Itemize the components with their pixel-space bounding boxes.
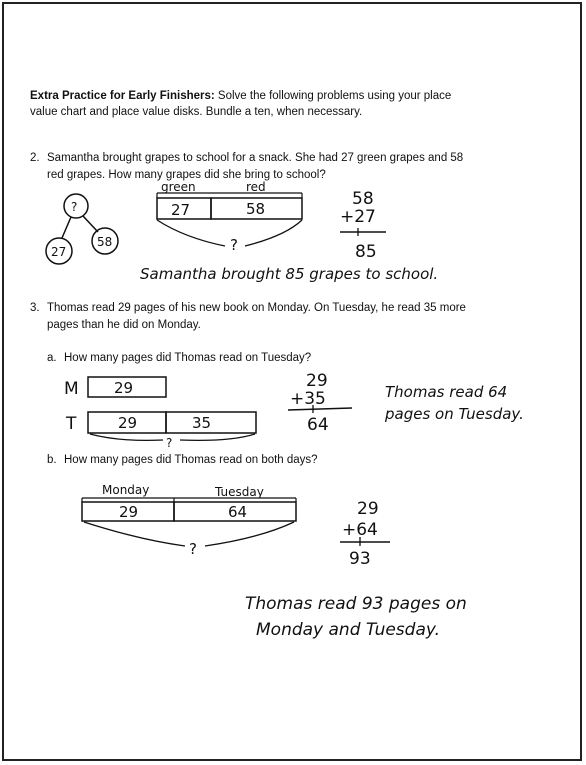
part-a-answer-line-2: pages on Tuesday. [385,405,524,423]
algorithm-3b [340,499,390,569]
tape-3a-total: ? [166,436,173,450]
tape-label-tuesday: Tuesday [215,485,264,499]
bond-whole: ? [71,200,78,214]
tape-3b-total: ? [189,540,197,558]
problem-3-number: 3. [30,302,40,314]
intro-line-2: value chart and place value disks. Bundle a ten, when necessary. [30,106,363,118]
tape-t-value-2: 35 [192,414,212,432]
part-a-letter: a. [47,352,57,364]
tape-label-green: green [161,180,196,194]
tape-value-58: 58 [246,200,266,218]
intro-text: Solve the following problems using your place [214,90,452,102]
part-a-question: How many pages did Thomas read on Tuesday? [64,352,312,364]
alg3b-result: 93 [349,549,371,569]
alg3a-bottom: +35 [290,389,326,409]
tape-diagram-3b [82,483,296,558]
problem-2-line-2: red grapes. How many grapes did she bring to school? [47,169,326,181]
alg3a-result: 64 [307,415,329,435]
alg2-bottom: +27 [340,207,376,227]
bond-part-1: 27 [51,245,67,259]
problem-2-line-1: Samantha brought grapes to school for a snack. She had 27 green grapes and 58 [47,152,464,164]
alg3b-bottom: +64 [342,520,378,540]
tape-label-red: red [246,180,266,194]
tape-3b-value-1: 29 [119,503,139,521]
part-b-question: How many pages did Thomas read on both days? [64,454,318,466]
alg2-top: 58 [352,189,374,209]
bond-part-2: 58 [97,235,113,249]
problem-3-line-2: pages than he did on Monday. [47,319,201,331]
alg3b-top: 29 [357,499,379,519]
tape-m-label: M [64,379,79,399]
problem-2-number: 2. [30,152,40,164]
intro-heading: Extra Practice for Early Finishers [30,90,211,102]
part-a-answer-line-1: Thomas read 64 [385,383,508,401]
intro-heading-colon: : [210,90,215,102]
problem-3-line-1: Thomas read 29 pages of his new book on Monday. On Tuesday, he read 35 more [47,302,466,314]
alg3a-top: 29 [306,371,328,391]
tape-total: ? [230,236,238,254]
part-b-answer-line-2: Monday and Tuesday. [256,620,441,640]
alg2-result: 85 [355,242,377,262]
tape-3b-value-2: 64 [228,503,248,521]
part-b-letter: b. [47,454,57,466]
tape-t-label: T [66,414,77,434]
tape-m-value: 29 [114,379,134,397]
tape-value-27: 27 [171,201,191,219]
tape-t-value-1: 29 [118,414,138,432]
part-b-answer-line-1: Thomas read 93 pages on [245,594,467,614]
problem-2-answer: Samantha brought 85 grapes to school. [140,265,439,283]
tape-label-monday: Monday [102,483,150,497]
